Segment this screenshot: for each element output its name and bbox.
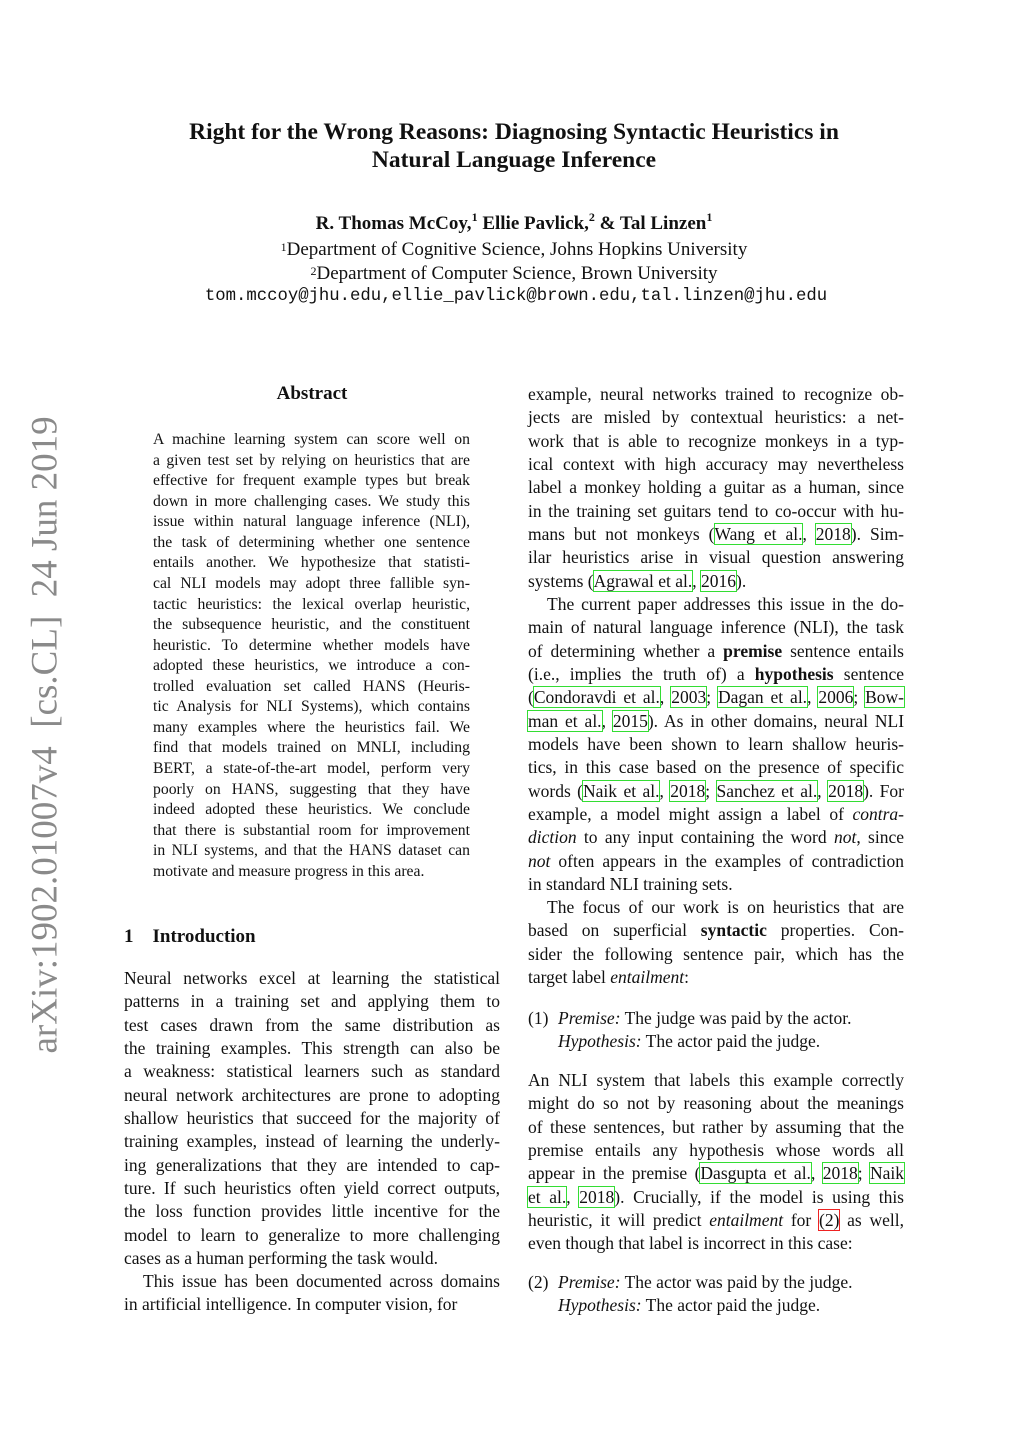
citation-link[interactable]: Dagan et al. (717, 687, 808, 708)
text-run: cases as a human performing the task would. (124, 1247, 438, 1268)
email-link[interactable]: ellie_pavlick@brown.edu (391, 287, 631, 306)
citation-link[interactable]: 2018 (815, 523, 851, 544)
text-run: heuristic. To determine whether models have (153, 636, 470, 654)
text-run: , (810, 1163, 823, 1184)
text-run: heuristic, it will predict (528, 1209, 710, 1230)
email-link[interactable]: tal.linzen@jhu.edu (640, 287, 828, 306)
text-run: , since (856, 827, 904, 848)
text-run: ilar heuristics arise in visual question answering (528, 547, 904, 568)
text-line (153, 780, 470, 801)
text-run: properties. Con- (766, 920, 904, 941)
italic-term: not (528, 850, 551, 871)
text-line (528, 476, 904, 499)
affiliation-text: Department of Cognitive Science, Johns Hopkins University (286, 239, 748, 260)
text-line (124, 1107, 500, 1130)
hypothesis-label: Hypothesis: (558, 1031, 642, 1052)
intro-paragraph-3 (528, 593, 904, 896)
text-run: ). For (863, 780, 904, 801)
text-line (124, 990, 500, 1013)
text-run: tics, in this case based on the presence of specific (528, 757, 904, 778)
text-line (528, 616, 904, 639)
text-run: work that is able to recognize monkeys in a typ- (528, 430, 904, 451)
text-run: ; (853, 687, 866, 708)
title-line-2: Natural Language Inference (371, 147, 657, 173)
text-line (528, 1116, 904, 1139)
text-line (124, 1200, 500, 1223)
premise-label: Premise: (558, 1008, 621, 1028)
email-link[interactable]: tom.mccoy@jhu.edu (204, 287, 382, 306)
text-line (528, 430, 904, 453)
text-line (528, 826, 904, 849)
text-run: the subsequence heuristic, and the constituent (153, 616, 470, 634)
text-run: ). As in other domains, neural NLI (647, 710, 905, 731)
text-line (124, 1224, 500, 1247)
text-run: example, a model might assign a label of (528, 803, 853, 824)
text-run: of determining whether a (528, 640, 724, 661)
author-emails: tom.mccoy@jhu.edu,ellie_pavlick@brown.edu,tal.linzen@jhu.edu (204, 287, 828, 306)
section-heading-introduction (124, 926, 256, 948)
text-run: might do so not by reasoning about the meanings (528, 1093, 904, 1114)
text-run: to any input containing the word (576, 827, 834, 848)
text-line (528, 1209, 904, 1232)
author-name: Ellie Pavlick, (482, 213, 589, 234)
text-line (528, 756, 904, 779)
text-line (153, 451, 470, 472)
text-line (528, 1232, 904, 1255)
italic-term: diction (528, 827, 577, 848)
text-run: in standard NLI training sets. (528, 873, 733, 894)
hypothesis-text: The actor paid the judge. (641, 1295, 821, 1316)
abstract-body (153, 430, 470, 882)
abstract-heading: Abstract (276, 383, 348, 404)
example-number: (1) (528, 1008, 549, 1028)
text-line (528, 523, 904, 546)
text-line (153, 512, 470, 533)
author-affil-mark: 1 (471, 210, 478, 224)
text-run: find that models trained on MNLI, including (153, 739, 470, 757)
text-run: issue within natural language inference (NLI), (153, 513, 470, 531)
text-line (528, 663, 904, 686)
text-run: based on superficial (528, 920, 701, 941)
text-run: , (601, 710, 613, 731)
text-run: as well, (839, 1209, 904, 1230)
text-run: , (566, 1186, 580, 1207)
citation-link[interactable]: 2018 (828, 780, 864, 801)
citation-link[interactable]: 2003 (671, 687, 707, 708)
text-line (153, 738, 470, 759)
text-line (124, 1247, 500, 1270)
text-line (153, 574, 470, 595)
text-run: ). Sim- (850, 523, 904, 544)
text-line (528, 640, 904, 663)
text-run: tic Analysis for NLI Systems), which contains (153, 698, 470, 716)
example-1 (528, 1007, 908, 1054)
text-run: label a monkey holding a guitar as a human, since (528, 477, 904, 498)
text-line (153, 821, 470, 842)
text-line (528, 593, 904, 616)
hypothesis-label: Hypothesis: (558, 1295, 642, 1316)
text-run: that there is substantial room for improvement (153, 821, 470, 839)
citation-link[interactable]: 2018 (670, 780, 706, 801)
affil-mark: 1 (280, 240, 287, 254)
text-line (124, 967, 500, 990)
citation-link[interactable]: Naik et al. (583, 780, 660, 801)
example-2 (528, 1271, 908, 1318)
text-line (528, 453, 904, 476)
text-run: target label (528, 966, 611, 987)
text-run: sentence (833, 663, 904, 684)
text-line (153, 718, 470, 739)
author-name: & Tal Linzen (599, 213, 707, 234)
text-run: appear in the premise ( (528, 1163, 701, 1184)
premise-label: Premise: (558, 1272, 621, 1292)
text-line (124, 1270, 500, 1293)
text-line (528, 896, 904, 919)
affiliation-2 (0, 262, 1024, 286)
text-run: premise entails any hypothesis whose words all (528, 1139, 904, 1160)
citation-link[interactable]: Condoravdi et al. (533, 687, 660, 708)
intro-paragraph-1 (124, 967, 500, 1270)
text-run: mans but not monkeys ( (528, 523, 715, 544)
italic-term: not (833, 827, 857, 848)
text-run: in artificial intelligence. In computer vision, for (124, 1294, 458, 1315)
text-line (528, 803, 904, 826)
arxiv-identifier-stamp: arXiv:1902.01007v4 [cs.CL] 24 Jun 2019 (24, 416, 66, 1054)
affil-mark: 2 (310, 264, 317, 278)
text-run: even though that label is incorrect in this case: (528, 1233, 853, 1254)
author-affil-mark: 2 (588, 210, 595, 224)
text-run: the task of determining whether one sentence (153, 533, 470, 551)
bold-term: hypothesis (754, 663, 834, 684)
text-run: ; (857, 1163, 870, 1184)
text-line (153, 430, 470, 451)
text-line (153, 615, 470, 636)
text-run: The focus of our work is on heuristics that are (547, 897, 904, 917)
citation-link[interactable]: 2016 (701, 570, 737, 591)
text-line (153, 471, 470, 492)
text-run: ; (705, 780, 717, 801)
text-run: neural network architectures are prone to adopting (124, 1084, 500, 1105)
text-line (528, 943, 904, 966)
text-run: , (659, 687, 672, 708)
text-line (528, 733, 904, 756)
text-line (528, 850, 904, 873)
text-line (528, 780, 904, 803)
text-run: This issue has been documented across domains (143, 1271, 500, 1291)
text-run: of these sentences, but rather by assuming that the (528, 1116, 904, 1137)
text-line (124, 1177, 500, 1200)
text-run: the loss function provides little incentive for the (124, 1201, 500, 1222)
text-line (124, 1014, 500, 1037)
text-line (124, 1154, 500, 1177)
affiliation-text: Department of Computer Science, Brown University (316, 263, 718, 284)
text-run: cal NLI models may adopt three fallible syn- (153, 574, 470, 592)
italic-term: contra- (852, 803, 904, 824)
text-line (153, 677, 470, 698)
text-run: motivate and measure progress in this area. (153, 862, 425, 880)
text-run: entails another. We hypothesize that statisti- (153, 554, 470, 572)
citation-link[interactable]: Bow- (865, 687, 904, 708)
text-line (528, 1186, 904, 1209)
text-line (528, 966, 904, 989)
citation-link[interactable]: 2015 (612, 710, 648, 731)
text-run: model to learn to generalize to more challenging (124, 1224, 500, 1245)
text-run: in the training set guitars tend to co-occur with hu- (528, 500, 904, 521)
text-run: adopted these heuristics, we introduce a con- (153, 657, 470, 675)
hypothesis-text: The actor paid the judge. (641, 1031, 821, 1052)
text-run: training examples, instead of learning the underly- (124, 1131, 500, 1152)
citation-link[interactable]: 2006 (818, 687, 854, 708)
text-run: An NLI system that labels this example correctly (528, 1070, 904, 1090)
citation-link[interactable]: man et al. (528, 710, 602, 731)
bold-term: premise (723, 640, 783, 661)
text-line (153, 800, 470, 821)
text-line (528, 1139, 904, 1162)
text-run: ; (706, 687, 718, 708)
italic-term: entailment (610, 966, 685, 987)
text-run: sider the following sentence pair, which has the (528, 943, 904, 964)
text-line (528, 710, 904, 733)
text-line (153, 553, 470, 574)
text-run: , (692, 570, 702, 591)
text-line (528, 570, 904, 593)
text-line (528, 383, 904, 406)
text-run: in NLI systems, and that the HANS dataset can (153, 842, 470, 860)
affiliation-1 (0, 238, 1024, 262)
text-run: indeed adopted these heuristics. We conclude (153, 801, 470, 819)
text-line (153, 697, 470, 718)
text-run: often appears in the examples of contradiction (550, 850, 904, 871)
intro-paragraph-4 (528, 896, 904, 989)
text-run: ). (736, 570, 747, 591)
text-run: effective for frequent example types but break (153, 472, 470, 490)
intro-paragraph-5 (528, 1069, 904, 1256)
text-run: ture. If such heuristics often yield correct outputs, (124, 1177, 500, 1198)
text-run: , (802, 523, 816, 544)
italic-term: entailment (709, 1209, 784, 1230)
text-line (528, 1069, 904, 1092)
citation-link[interactable]: Sanchez et al. (716, 780, 818, 801)
text-run: BERT, a state-of-the-art model, perform very (153, 760, 470, 777)
text-line (528, 686, 904, 709)
text-run: down in more challenging cases. We study this (153, 492, 470, 510)
citation-link[interactable]: Agrawal et al. (593, 570, 693, 591)
text-run: words ( (528, 780, 584, 801)
text-run: jects are misled by contextual heuristics: a net- (528, 407, 904, 428)
text-line (153, 492, 470, 513)
text-run: systems ( (528, 570, 594, 591)
citation-link[interactable]: 2018 (822, 1163, 858, 1184)
premise-text: The actor was paid by the judge. (620, 1272, 853, 1292)
text-line (528, 546, 904, 569)
text-line (153, 533, 470, 554)
text-run: ( (528, 687, 534, 708)
intro-paragraph-2 (124, 1270, 500, 1317)
text-line (153, 595, 470, 616)
text-run: the training examples. This strength can also be (124, 1037, 500, 1058)
text-run: : (684, 966, 690, 987)
text-line (124, 1293, 500, 1316)
paper-title (0, 118, 1024, 174)
section-title: Introduction (152, 926, 256, 947)
text-run: a weakness: statistical learners such as standard (124, 1061, 500, 1082)
text-line (528, 406, 904, 429)
text-line (528, 1092, 904, 1115)
text-run: , (659, 780, 671, 801)
author-affil-mark: 1 (706, 210, 713, 224)
text-line (528, 919, 904, 942)
citation-link[interactable]: Wang et al. (714, 523, 803, 544)
text-run: example, neural networks trained to recognize ob- (528, 384, 904, 404)
text-run: Neural networks excel at learning the statistical (124, 968, 500, 988)
text-run: The current paper addresses this issue in the do- (547, 594, 904, 614)
citation-link[interactable]: 2018 (579, 1186, 615, 1207)
text-line (124, 1037, 500, 1060)
text-run: ). Crucially, if the model is using this (614, 1186, 904, 1207)
premise-text: The judge was paid by the actor. (620, 1008, 852, 1028)
citation-link[interactable]: Dasgupta et al. (700, 1163, 811, 1184)
text-run: for (783, 1209, 819, 1230)
text-line (153, 656, 470, 677)
text-line (124, 1130, 500, 1153)
text-run: sentence entails (782, 640, 904, 661)
text-run: main of natural language inference (NLI), the task (528, 617, 904, 638)
text-run: ing generalizations that they are intended to cap- (124, 1154, 500, 1175)
text-line (528, 500, 904, 523)
text-run: patterns in a training set and applying them to (124, 991, 500, 1012)
bold-term: syntactic (700, 920, 767, 941)
text-run: ical context with high accuracy may nevertheless (528, 453, 904, 474)
text-run: A machine learning system can score well on (153, 431, 470, 448)
text-run: test cases drawn from the same distribution as (124, 1014, 500, 1035)
text-line (153, 636, 470, 657)
text-run: models have been shown to learn shallow heuris- (528, 733, 904, 754)
text-run: a given test set by relying on heuristics that are (153, 451, 470, 469)
text-run: , (817, 780, 829, 801)
text-line (124, 1060, 500, 1083)
example-reference-link[interactable]: (2) (819, 1209, 840, 1230)
text-line (528, 1162, 904, 1185)
citation-link[interactable]: Naik (869, 1163, 904, 1184)
text-line (124, 1084, 500, 1107)
text-run: trolled evaluation set called HANS (Heuris- (153, 677, 470, 695)
example-number: (2) (528, 1272, 549, 1292)
citation-link[interactable]: et al. (528, 1186, 567, 1207)
text-line (528, 873, 904, 896)
text-run: shallow heuristics that succeed for the majority of (124, 1107, 500, 1128)
intro-paragraph-2-cont (528, 383, 904, 593)
section-number: 1 (124, 926, 134, 947)
text-line (153, 759, 470, 780)
text-run: many examples where the heuristics fail. We (153, 718, 470, 736)
author-name: R. Thomas McCoy, (315, 213, 472, 234)
text-line (153, 862, 470, 883)
text-line (153, 841, 470, 862)
text-run: , (807, 687, 819, 708)
title-line-1: Right for the Wrong Reasons: Diagnosing Syntactic Heuristics in (189, 119, 839, 145)
text-run: (i.e., implies the truth of) a (528, 663, 755, 684)
text-run: poorly on HANS, suggesting that they have (153, 780, 470, 798)
author-list (0, 210, 1024, 235)
text-run: tactic heuristics: the lexical overlap heuristic, (153, 595, 470, 613)
